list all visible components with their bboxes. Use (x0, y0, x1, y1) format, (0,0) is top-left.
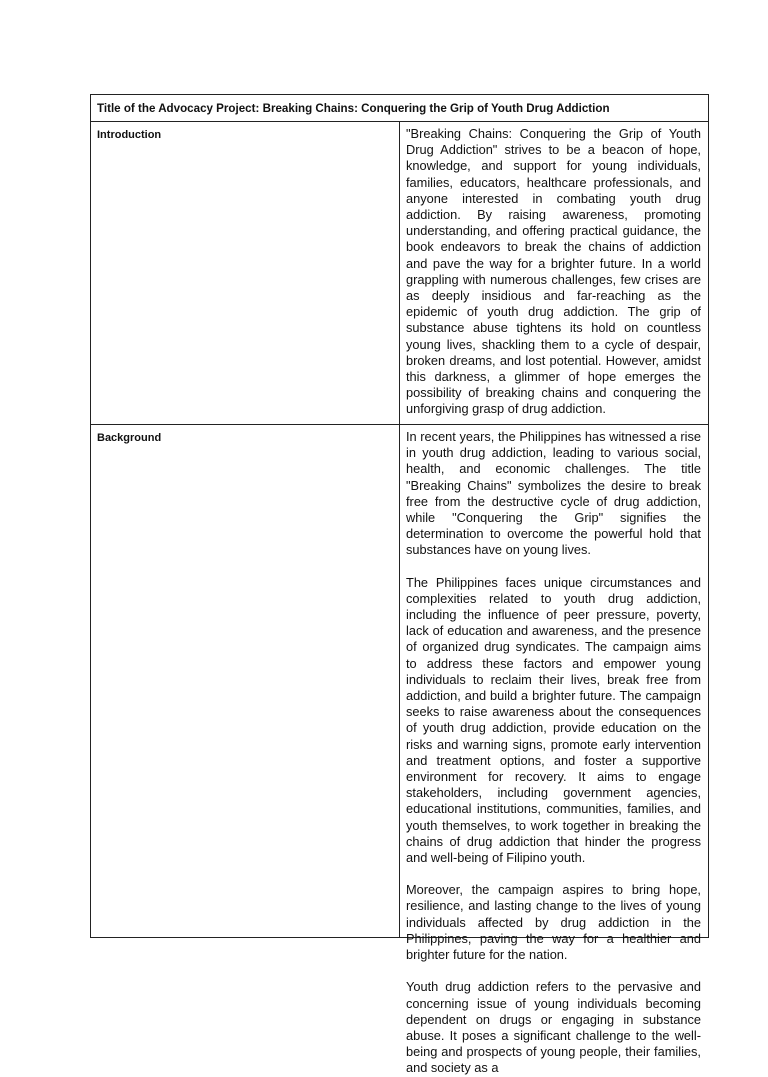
title-row (91, 95, 709, 122)
background-paragraph-2: The Philippines faces unique circumstances and complexities related to youth drug addiction, including the influence of peer pressure, poverty, lack of education and awareness, and the presence of organized drug syndicates. The campaign aims to address these factors and empower young individuals to reclaim their lives, break free from addiction, and build a brighter future. The campaign seeks to raise awareness about the consequences of youth drug addiction, provide education on the risks and warning signs, promote early intervention and treatment options, and foster a supportive environment for recovery. It aims to engage stakeholders, including government agencies, educational institutions, communities, families, and youth themselves, to work together in breaking the chains of drug addiction that hinder the progress and well-being of Filipino youth. (406, 574, 701, 866)
introduction-content (400, 122, 709, 425)
background-paragraph-1: In recent years, the Philippines has witnessed a rise in youth drug addiction, leading to various social, health, and economic challenges. The title "Breaking Chains" symbolizes the desire to break free from the destructive cycle of drug addiction, while "Conquering the Grip" signifies the determination to overcome the powerful hold that substances have on young lives. (406, 429, 701, 558)
background-paragraph-3: Moreover, the campaign aspires to bring hope, resilience, and lasting change to the lives of young individuals affected by drug addiction in the Philippines, paving the way for a healthier and brighter future for the nation. (406, 882, 701, 963)
project-title: Breaking Chains: Conquering the Grip of Youth Drug Addiction (262, 102, 610, 115)
advocacy-table (90, 94, 709, 1076)
background-label: Background (91, 425, 400, 938)
background-row (91, 425, 709, 938)
background-content (400, 425, 709, 1076)
background-paragraph-4: Youth drug addiction refers to the pervasive and concerning issue of young individuals becoming dependent on drugs or engaging in substance abuse. It poses a significant challenge to the well-being and prospects of young people, their families, and society as a (406, 979, 701, 1076)
introduction-label: Introduction (91, 122, 400, 425)
title-label: Title of the Advocacy Project: (97, 102, 260, 115)
title-cell (91, 95, 709, 122)
introduction-row (91, 122, 709, 425)
background-text (406, 429, 701, 1076)
introduction-paragraph: "Breaking Chains: Conquering the Grip of Youth Drug Addiction" strives to be a beacon of hope, knowledge, and support for young individuals, families, educators, healthcare professionals, and anyone interested in combating youth drug addiction. By raising awareness, promoting understanding, and offering practical guidance, the book endeavors to break the chains of addiction and pave the way for a brighter future. In a world grappling with numerous challenges, few crises are as deeply insidious and far-reaching as the epidemic of youth drug addiction. The grip of substance abuse tightens its hold on countless young lives, shackling them to a cycle of despair, broken dreams, and lost potential. However, amidst this darkness, a glimmer of hope emerges the possibility of breaking chains and conquering the unforgiving grasp of drug addiction. (406, 126, 701, 417)
